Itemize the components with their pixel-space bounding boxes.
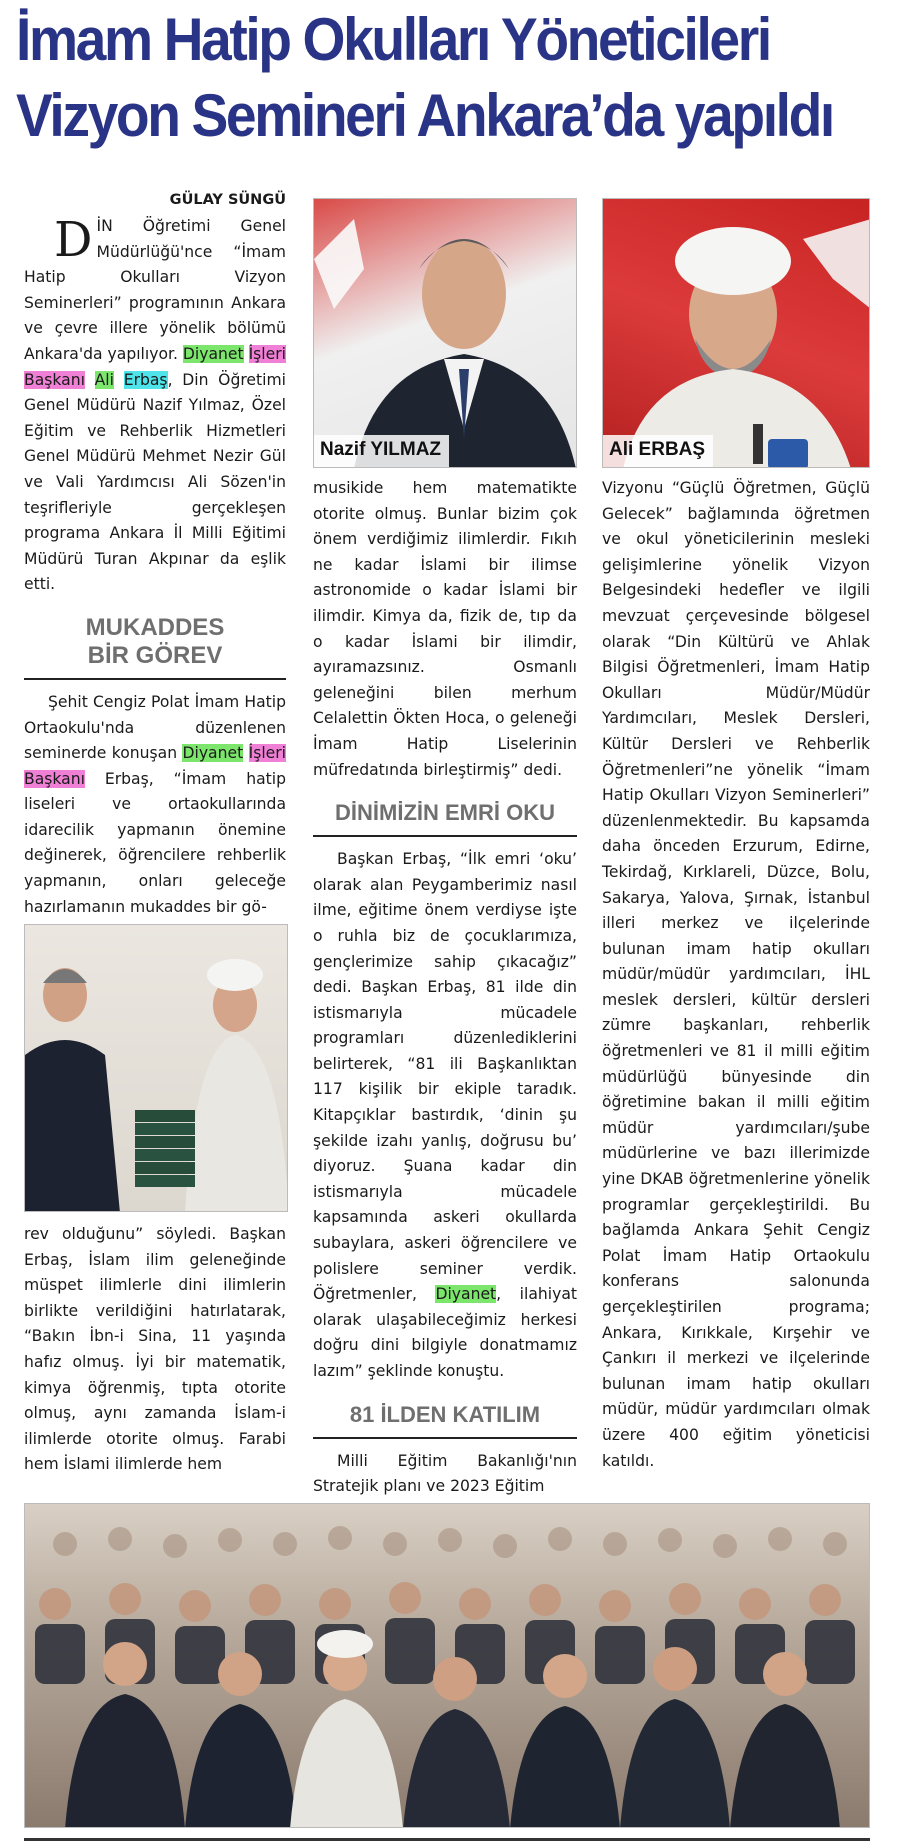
photo-ali-erbas — [602, 198, 870, 468]
p2-text-b: , ilahiyat olarak ulaşabileceğimiz herkesi doğru dini bilgiyle donatmamız lazım” şeklinde konuştu. — [313, 1285, 577, 1380]
subhead-line2: BİR GÖREV — [87, 641, 223, 669]
byline: GÜLAY SÜNGÜ — [169, 192, 286, 208]
highlight-ali: Ali — [94, 370, 114, 389]
article-column-1-continued — [24, 1222, 286, 1478]
article-column-2 — [313, 476, 577, 1500]
p2-text-b: Erbaş, “İmam hatip liseleri ve ortaokullarında idarecilik yapmanın önemine değinerek, öğrencilere rehberlik yapmanın, onları geleceğe hazırlamanın mukaddes bir gö- — [24, 769, 286, 916]
paragraph-musikide: musikide hem matematikte otorite olmuş. Bunlar bizim çok önem verdiğimiz ilimlerdir. Fıkıh ne kadar İslami bir ilimse astronomide o kadar İslami bir ilimdir. Kimya da, fizik de, tıp da o kadar İslami bir ilimdir, ayıramazsınız. Osmanlı geleneğini bilen merhum Celalettin Ökten Hoca, o geleneği İmam Hatip Liselerinin müfredatında birleştirmiş” dedi. — [313, 479, 577, 779]
photo-nazif-yilmaz — [313, 198, 577, 468]
intro-paragraph — [24, 214, 286, 598]
space — [244, 345, 249, 363]
subhead-dinimizin: DİNİMİZİN EMRİ OKU — [313, 791, 577, 837]
dropcap: D — [54, 212, 93, 268]
portrait-erbas-illustration — [603, 199, 870, 468]
p2-text-a: Şehit Cengiz Polat İmam Hatip Ortaokulu'nda düzenlenen seminerde konuşan — [24, 692, 286, 763]
photo-audience — [24, 1503, 870, 1828]
paragraph-2 — [24, 690, 286, 920]
highlight-diyanet: Diyanet — [182, 744, 244, 763]
audience-illustration — [25, 1504, 870, 1828]
article-column-1 — [24, 190, 286, 920]
book-stack — [135, 1110, 195, 1187]
p2-text-a: Başkan Erbaş, “İlk emri ‘oku’ olarak alan Peygamberimiz nasıl ilme, eğitime önem verdiyse işte o ruhla biz de çocuklarımıza, gençlerimize sahip çıkacağız” dedi. Başkan Erbaş, 81 ilde din istismarıyla mücadele programları düzenlediklerini belirterek, “81 ili Başkanlıktan 117 kişilik bir ekiple taradık. Kitapçıklar bastırdık, ‘dinin şu şekilde izahı yanlış, doğrusu bu’ diyoruz. Şuana kadar din istismarıyla mücadele kapsamında askeri okullarda subaylara, askeri öğrencilere ve polislere seminer verdik. Öğretmenler, — [313, 850, 577, 1304]
highlight-baskani: Başkanı — [24, 769, 85, 788]
caption-erbas: Ali ERBAŞ — [603, 435, 713, 467]
caption-yilmaz: Nazif YILMAZ — [314, 435, 449, 467]
highlight-isleri: İşleri — [248, 744, 286, 763]
highlight-isleri: İşleri — [248, 344, 286, 363]
subhead-81-ilden: 81 İLDEN KATILIM — [313, 1393, 577, 1439]
intro-text-b: , Din Öğretimi Genel Müdürü Nazif Yılmaz, Özel Eğitim ve Rehberlik Hizmetleri Genel Müdürü Mehmet Nezir Gül ve Vali Yardımcısı Ali Sözen'in teşrifleriyle gerçekleşen programa Ankara İl Milli Eğitimi Müdürü Turan Akpınar da eşlik etti. — [24, 370, 286, 594]
subhead-line1: MUKADDES — [85, 613, 225, 641]
intro-text-a: İN Öğretimi Genel Müdürlüğü'nce “İmam Hatip Okulları Vizyon Seminerleri” programının Ankara ve çevre illere yönelik bölümü Ankara'da yapılıyor. — [24, 217, 286, 363]
space — [243, 744, 248, 762]
portrait-yilmaz-illustration — [314, 199, 577, 468]
gift-scene-illustration — [25, 925, 288, 1212]
subhead-mukaddes — [24, 606, 286, 680]
paragraph-3: rev olduğunu” söyledi. Başkan Erbaş, İslam ilim geleneğinde müspet ilimlerle dini ilimlerin birlikte verildiğini hatırlatarak, “Bakın İbn-i Sina, 11 yaşında hafız olmuş. İyi bir matematik, kimya öğrenmiş, tıpta otorite olmuş, aynı zamanda İslam-i ilimlerde otorite olmuş. Farabi hem İslami ilimlerde hem — [24, 1225, 286, 1474]
paragraph-vizyon: Vizyonu “Güçlü Öğretmen, Güçlü Gelecek” bağlamında öğretmen ve okul yöneticilerinin mesleki gelişimlerine yönelik Vizyon Belgesindeki hedefler ve ilgili mevzuat çerçevesinde bölgesel olarak “Din Kültürü ve Ahlak Bilgisi Öğretmenleri, İmam Hatip Okulları Müdür/Müdür Yardımcıları, Meslek Dersleri, Kültür Dersleri ve Rehberlik Öğretmenleri”ne yönelik “İmam Hatip Okulları Vizyon Seminerleri” düzenlenmektedir. Bu kapsamda daha önceden Erzurum, Edirne, Tekirdağ, Kırklareli, Düzce, Bolu, Sakarya, Yalova, Şırnak, İstanbul illeri merkez ve ilçelerinde bulunan imam hatip okulları müdür/müdür yardımcıları, İHL meslek dersleri, kültür dersleri zümre başkanları, rehberlik öğretmenleri ve 81 il milli eğitim müdürlüğü bünyesinde din öğretimine bakan il milli eğitim müdür yardımcıları/şube müdürlerine ve bazı illerimizde yine DKAB öğretmenlerine yönelik programlar gerçekleştirildi. Bu bağlamda Ankara Şehit Cengiz Polat İmam Hatip Ortaokulu konferans salonunda gerçekleştirilen programa; Ankara, Kırıkkale, Kırşehir ve Çankırı il merkezi ve ilçelerinde bulunan imam hatip okulları müdür, müdür yardımcıları olmak üzere 400 eğitim yöneticisi katıldı. — [602, 479, 870, 1470]
paragraph-erbas-quote — [313, 847, 577, 1384]
headline — [16, 2, 833, 154]
headline-line2: Vizyon Semineri Ankara’da yapıldı — [16, 82, 833, 149]
highlight-diyanet: Diyanet — [435, 1285, 497, 1304]
space — [114, 371, 124, 389]
highlight-erbas: Erbaş — [123, 370, 168, 389]
space — [85, 371, 95, 389]
highlight-baskani: Başkanı — [24, 370, 85, 389]
article-column-3 — [602, 476, 870, 1474]
headline-line1: İmam Hatip Okulları Yöneticileri — [16, 6, 770, 73]
paragraph-meb: Milli Eğitim Bakanlığı'nın Stratejik planı ve 2023 Eğitim — [313, 1451, 577, 1496]
bottom-rule — [24, 1838, 870, 1841]
photo-book-gift — [24, 924, 288, 1212]
highlight-diyanet: Diyanet — [182, 344, 244, 363]
